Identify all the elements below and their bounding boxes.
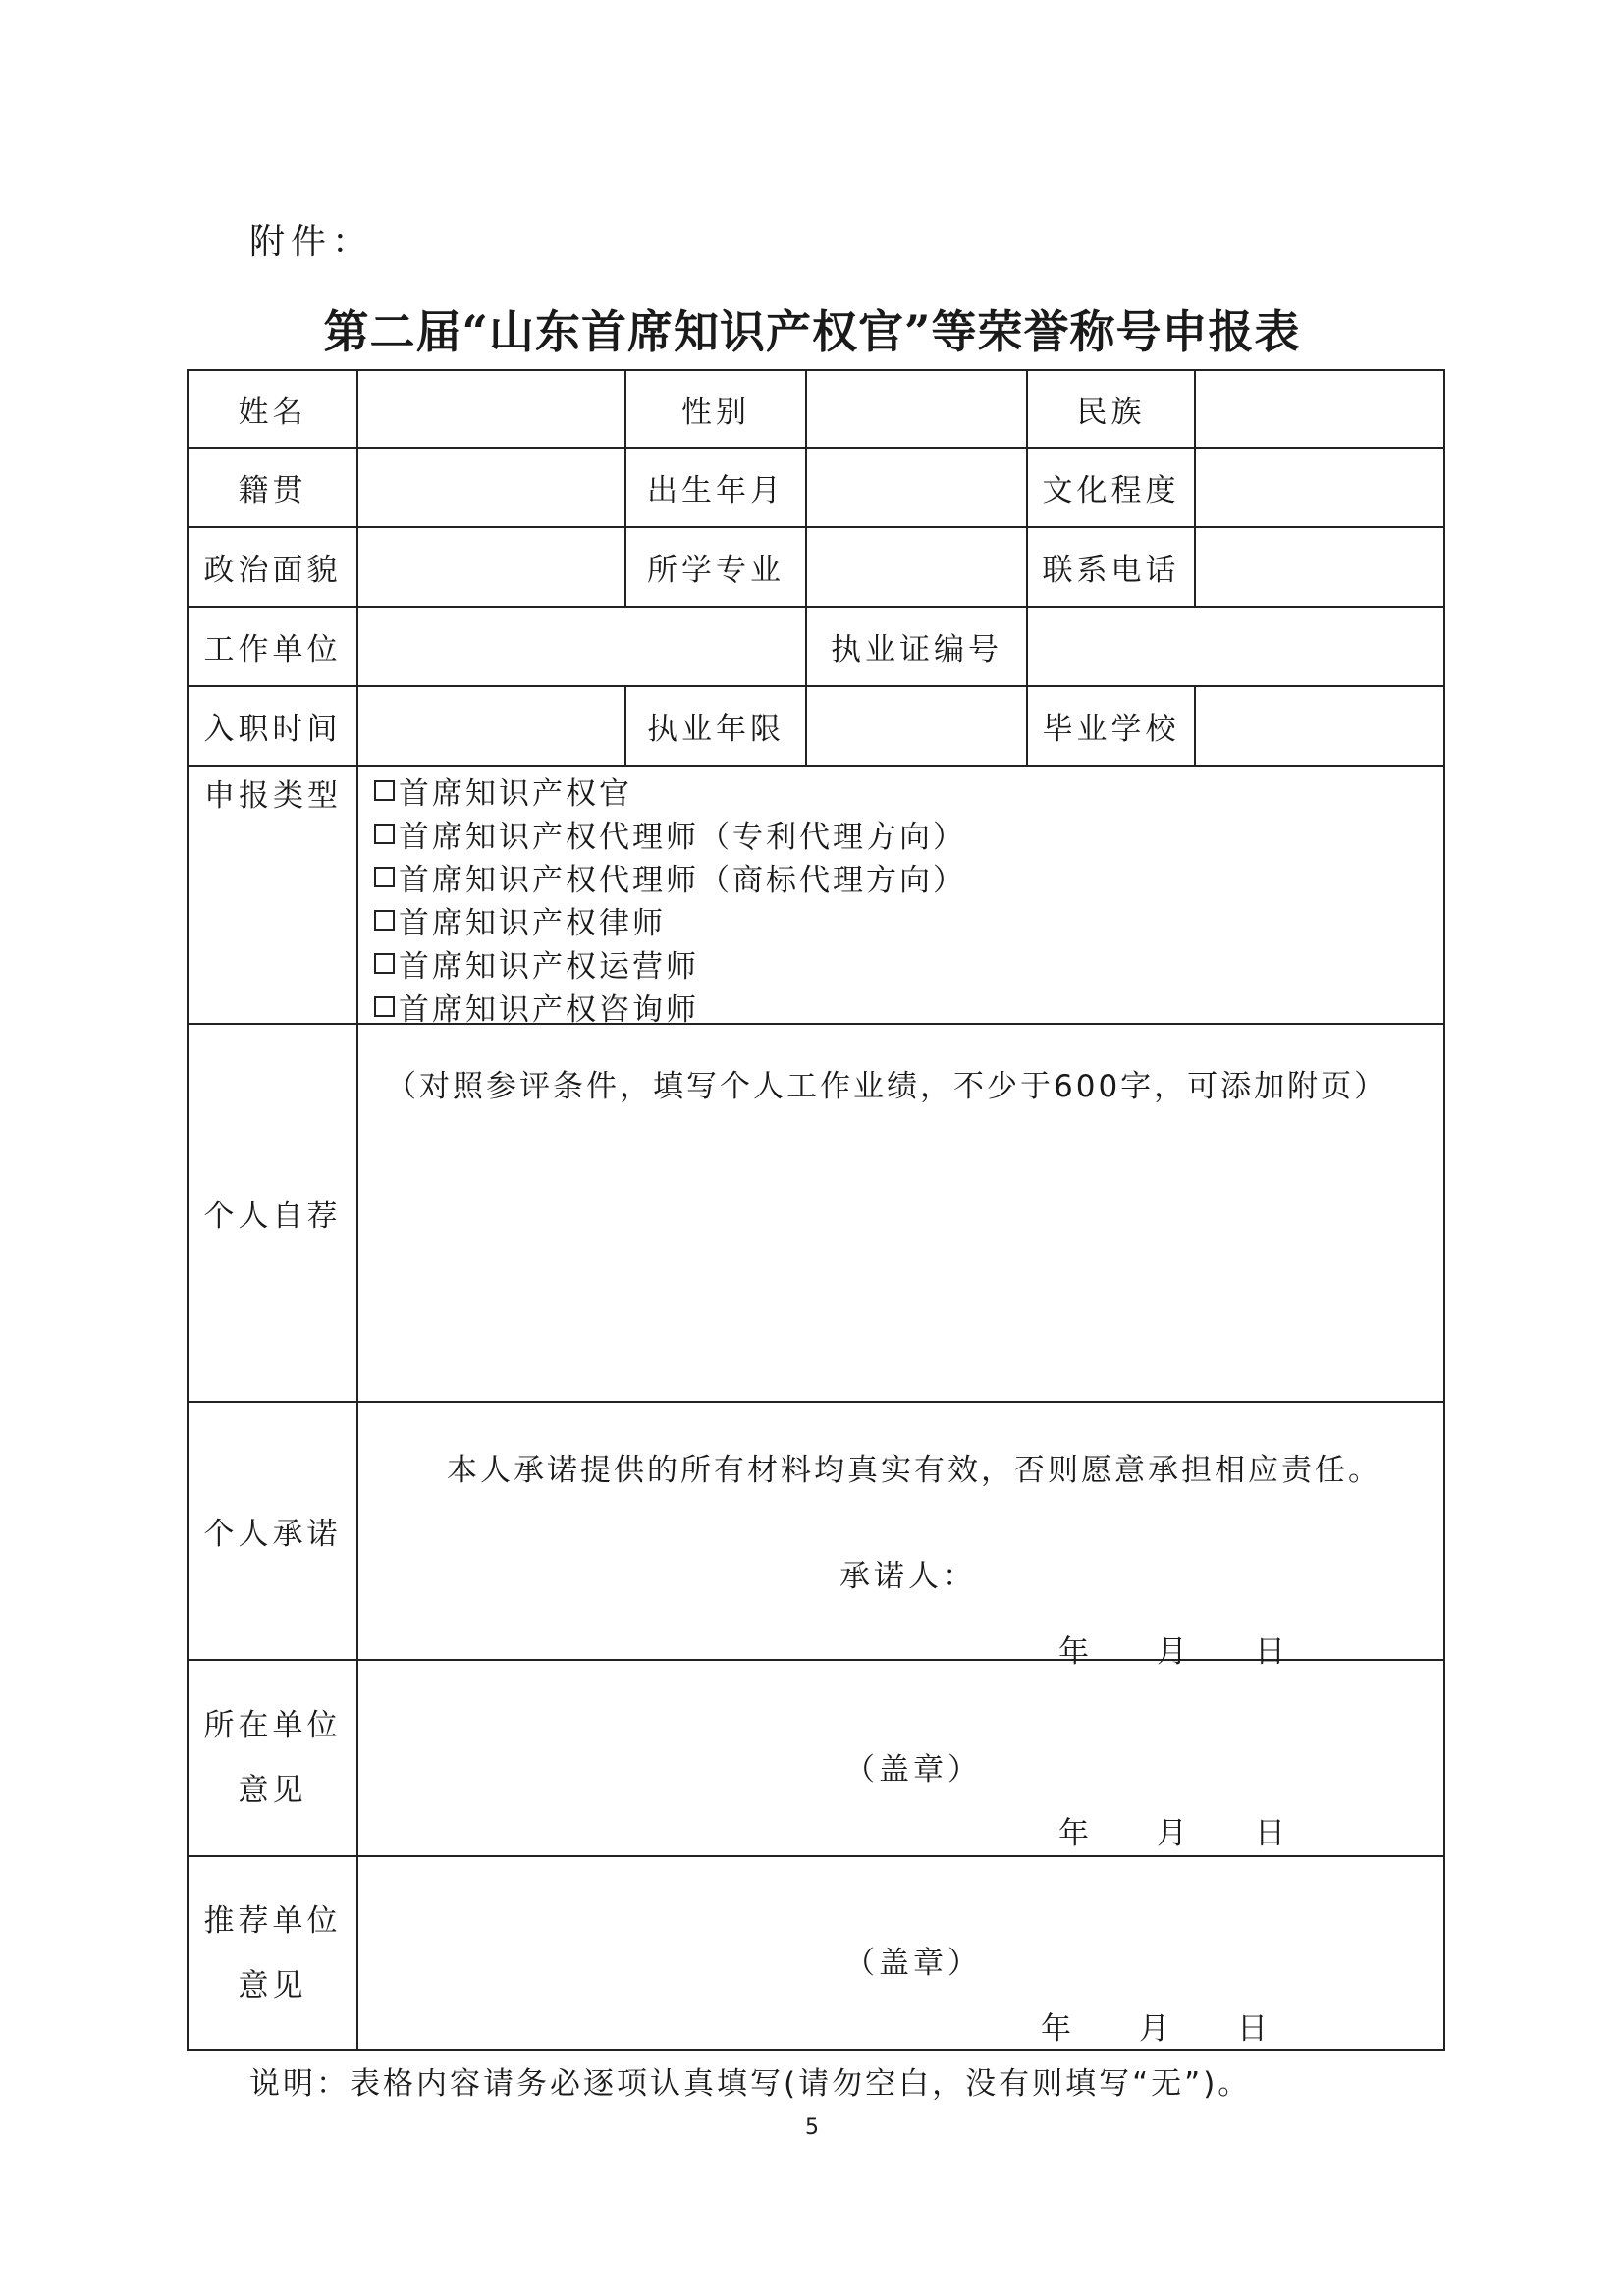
- recommend-opinion-label-line2: 意见: [238, 1967, 307, 2003]
- phone-label: 联系电话: [1042, 553, 1180, 588]
- native-place-label: 籍贯: [238, 473, 307, 508]
- date-day: 日: [1237, 2011, 1268, 2047]
- recommend-opinion-label: [189, 1857, 356, 2049]
- entry-time-label: 入职时间: [203, 712, 342, 747]
- unit-opinion-label: [189, 1661, 356, 1855]
- row-divider: [187, 765, 1445, 767]
- attachment-label: 附件：: [249, 222, 374, 262]
- political-label: 政治面貌: [203, 553, 342, 588]
- gender-field[interactable]: [807, 371, 1026, 447]
- self-recommend-hint: （对照参评条件，填写个人工作业绩，不少于600字，可添加附页）: [386, 1069, 1388, 1104]
- license-field[interactable]: [1028, 608, 1443, 685]
- date-day: 日: [1255, 1816, 1285, 1851]
- type-option[interactable]: [374, 898, 966, 941]
- education-label: 文化程度: [1042, 473, 1180, 508]
- commitment-signer: 承诺人：: [839, 1559, 977, 1594]
- entry-time-field[interactable]: [358, 687, 624, 765]
- commitment-label: 个人承诺: [203, 1517, 342, 1552]
- type-option[interactable]: [374, 769, 966, 812]
- footer-note: 说明：表格内容请务必逐项认真填写(请勿空白，没有则填写“无”)。: [249, 2066, 1252, 2102]
- commitment-text: 本人承诺提供的所有材料均真实有效，否则愿意承担相应责任。: [447, 1453, 1381, 1488]
- date-year: 年: [1058, 1634, 1089, 1670]
- recommend-opinion-label-line1: 推荐单位: [203, 1902, 342, 1939]
- date-month: 月: [1139, 2011, 1169, 2047]
- birth-field[interactable]: [807, 449, 1026, 526]
- type-option[interactable]: [374, 985, 966, 1028]
- checkbox-icon[interactable]: [374, 996, 395, 1017]
- phone-field[interactable]: [1196, 528, 1443, 606]
- practice-years-label: 执业年限: [647, 712, 785, 747]
- date-day: 日: [1255, 1634, 1285, 1670]
- unit-opinion-label-line2: 意见: [238, 1773, 307, 1808]
- checkbox-icon[interactable]: [374, 953, 395, 974]
- school-label: 毕业学校: [1042, 712, 1180, 747]
- type-options: [374, 769, 966, 1028]
- ethnicity-label: 民族: [1076, 395, 1146, 430]
- school-field[interactable]: [1196, 687, 1443, 765]
- self-recommend-label: 个人自荐: [203, 1199, 342, 1234]
- row-divider: [187, 1401, 1445, 1403]
- type-option[interactable]: [374, 855, 966, 898]
- work-unit-label: 工作单位: [203, 632, 342, 667]
- date-month: 月: [1157, 1816, 1187, 1851]
- type-option[interactable]: [374, 941, 966, 985]
- date-year: 年: [1058, 1816, 1089, 1851]
- type-option-label: 首席知识产权咨询师: [399, 991, 699, 1028]
- row-divider: [187, 1855, 1445, 1857]
- page-title: 第二届“山东首席知识产权官”等荣誉称号申报表: [323, 305, 1301, 358]
- type-option-label: 首席知识产权代理师（商标代理方向）: [399, 862, 966, 898]
- gender-label: 性别: [681, 395, 750, 430]
- education-field[interactable]: [1196, 449, 1443, 526]
- type-option-label: 首席知识产权官: [399, 775, 632, 812]
- type-option[interactable]: [374, 812, 966, 855]
- date-year: 年: [1041, 2011, 1071, 2047]
- ethnicity-field[interactable]: [1196, 371, 1443, 447]
- political-field[interactable]: [358, 528, 624, 606]
- recommend-seal-text: （盖章）: [844, 1946, 982, 1981]
- type-option-label: 首席知识产权律师: [399, 905, 666, 941]
- checkbox-icon[interactable]: [374, 824, 395, 844]
- license-label: 执业证编号: [831, 632, 1002, 667]
- unit-seal-text: （盖章）: [844, 1752, 982, 1788]
- unit-opinion-label-line1: 所在单位: [203, 1708, 342, 1743]
- checkbox-icon[interactable]: [374, 910, 395, 931]
- major-label: 所学专业: [647, 553, 785, 588]
- checkbox-icon[interactable]: [374, 780, 395, 801]
- checkbox-icon[interactable]: [374, 867, 395, 887]
- work-unit-field[interactable]: [358, 608, 805, 685]
- type-option-label: 首席知识产权运营师: [399, 948, 699, 985]
- birth-label: 出生年月: [647, 473, 785, 508]
- major-field[interactable]: [807, 528, 1026, 606]
- native-place-field[interactable]: [358, 449, 624, 526]
- page-number: 5: [805, 2115, 819, 2140]
- type-label: 申报类型: [204, 778, 342, 814]
- name-field[interactable]: [358, 371, 624, 447]
- type-option-label: 首席知识产权代理师（专利代理方向）: [399, 819, 966, 855]
- practice-years-field[interactable]: [807, 687, 1026, 765]
- name-label: 姓名: [238, 395, 307, 430]
- date-month: 月: [1157, 1634, 1187, 1670]
